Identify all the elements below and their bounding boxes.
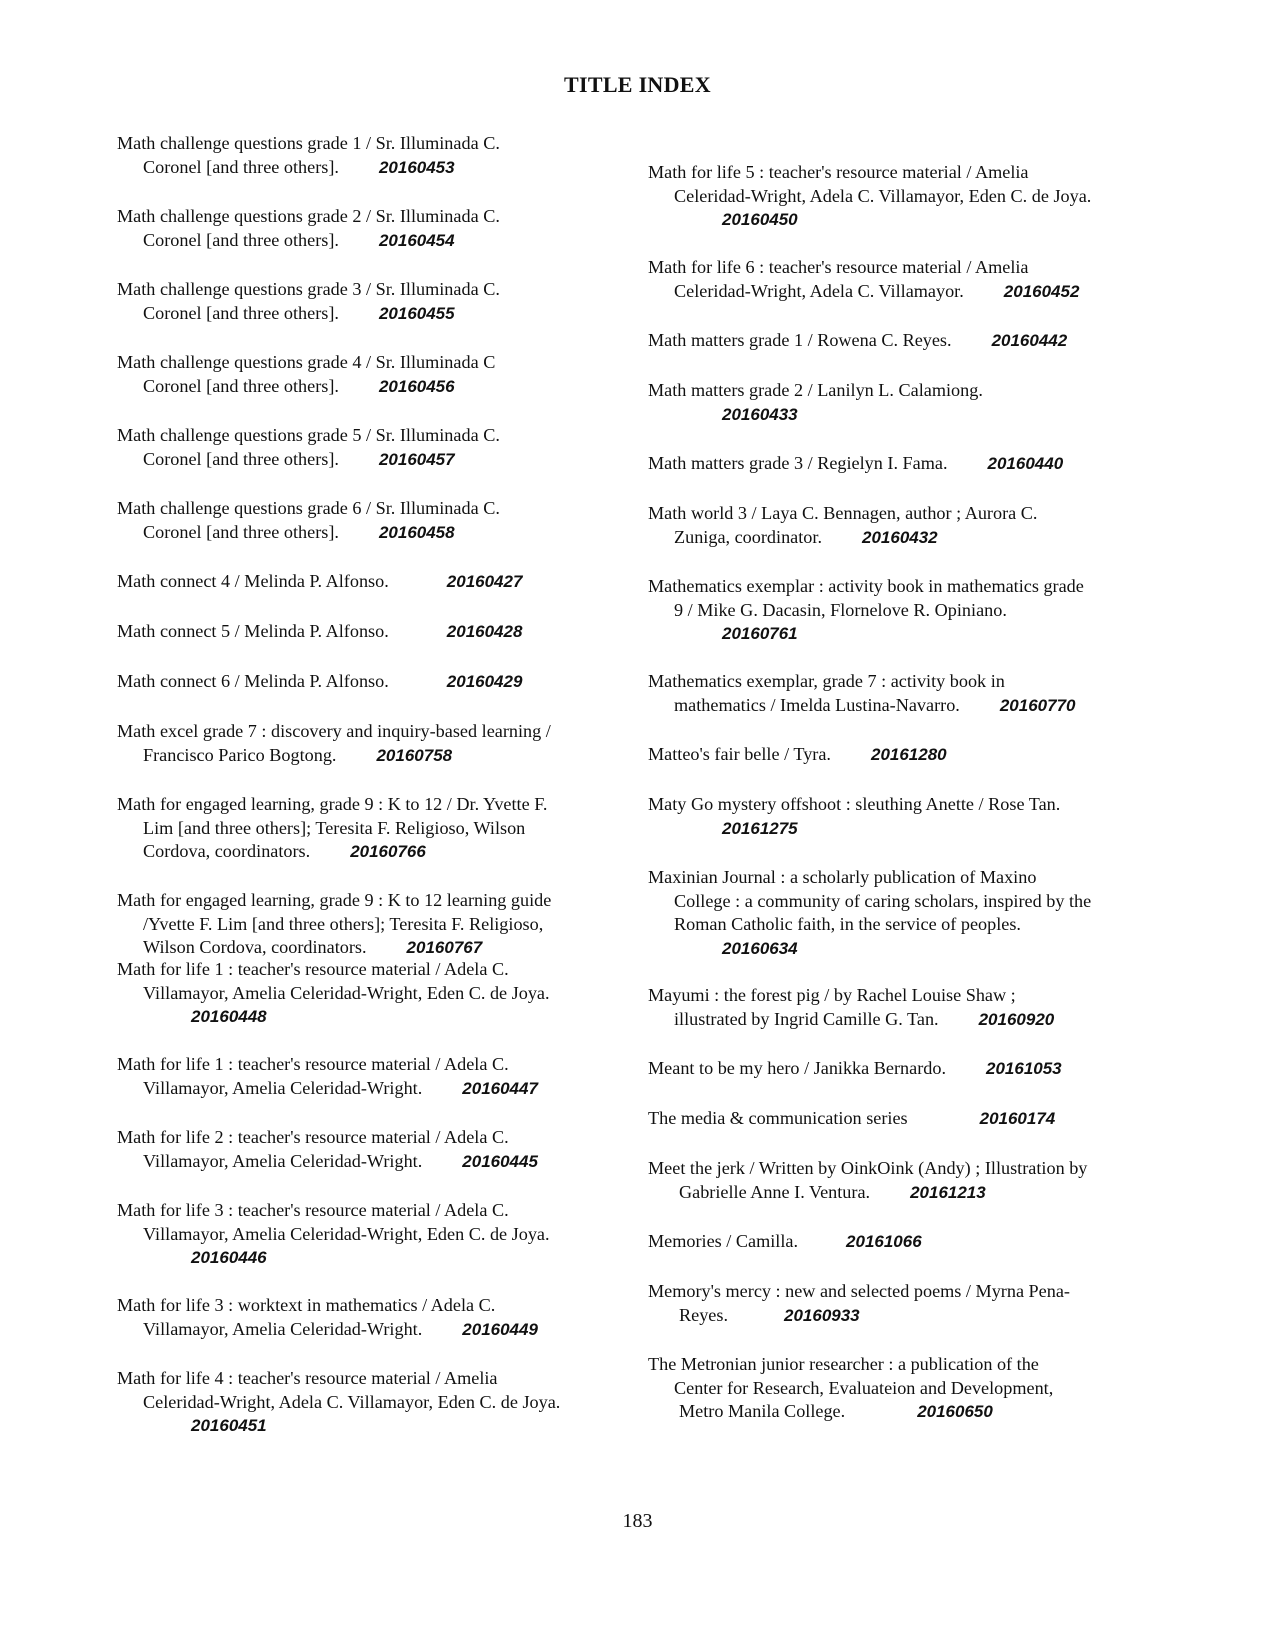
- index-entry: [648, 743, 1158, 767]
- accession-number: 20160458: [378, 522, 455, 542]
- accession-number: 20160448: [191, 1007, 267, 1026]
- index-entry: [117, 278, 617, 325]
- entry-title: Zuniga, coordinator.: [674, 526, 822, 547]
- index-entry: [648, 670, 1158, 717]
- entry-title: Coronel [and three others].: [143, 375, 339, 396]
- entry-title: Metro Manila College.: [679, 1401, 846, 1421]
- index-entry: [648, 329, 1158, 353]
- entry-title: Center for Research, Evaluateion and Development,: [674, 1377, 1054, 1398]
- index-entry: [117, 1199, 617, 1270]
- accession-number: 20160451: [191, 1416, 267, 1435]
- entry-title: Mathematics exemplar, grade 7 : activity book in: [648, 671, 1005, 691]
- entry-title: Math for life 3 : teacher's resource material / Adela C.: [117, 1200, 509, 1220]
- page-number: 183: [622, 1510, 653, 1532]
- index-entry: [648, 1057, 1158, 1081]
- entry-title: Reyes.: [679, 1304, 728, 1325]
- accession-number: 20160452: [1003, 281, 1080, 301]
- accession-number: 20160770: [999, 695, 1076, 715]
- index-entry: [648, 1230, 1158, 1254]
- index-entry: [117, 1294, 617, 1341]
- accession-number: 20160457: [378, 449, 455, 469]
- index-entry: [117, 424, 617, 471]
- entry-title: Celeridad-Wright, Adela C. Villamayor, Eden C. de Joya.: [674, 185, 1092, 206]
- index-entry: [648, 256, 1158, 303]
- index-entry: [648, 866, 1158, 960]
- index-entry: [648, 793, 1158, 840]
- entry-title: Coronel [and three others].: [143, 302, 339, 323]
- index-entry: [117, 670, 617, 694]
- entry-title: /Yvette F. Lim [and three others]; Teresita F. Religioso,: [143, 913, 544, 934]
- entry-title: Cordova, coordinators.: [143, 841, 311, 861]
- entry-title: Villamayor, Amelia Celeridad-Wright, Eden C. de Joya.: [143, 1223, 550, 1244]
- index-entry: [117, 720, 617, 767]
- accession-number: 20160440: [987, 454, 1064, 473]
- entry-title: Math challenge questions grade 2 / Sr. Illuminada C.: [117, 206, 500, 226]
- entry-title: Math matters grade 3 / Regielyn I. Fama.: [648, 453, 948, 473]
- entry-title: Celeridad-Wright, Adela C. Villamayor, Eden C. de Joya.: [143, 1391, 561, 1412]
- accession-number: 20161280: [870, 745, 947, 764]
- entry-title: Memories / Camilla.: [648, 1231, 799, 1251]
- index-entry: [117, 497, 617, 544]
- index-entry: [117, 1053, 617, 1100]
- entry-title: The Metronian junior researcher : a publication of the: [648, 1354, 1039, 1374]
- entry-title: Math for engaged learning, grade 9 : K to 12 learning guide: [117, 890, 552, 910]
- index-entry: [117, 793, 617, 864]
- index-entry: [648, 1353, 1158, 1424]
- index-entry: [117, 570, 617, 594]
- index-entry: [117, 620, 617, 644]
- entry-title: Villamayor, Amelia Celeridad-Wright.: [143, 1077, 423, 1098]
- entry-title: Math excel grade 7 : discovery and inquiry-based learning /: [117, 721, 551, 741]
- index-entry: [648, 1280, 1158, 1327]
- entry-title: Roman Catholic faith, in the service of peoples.: [674, 914, 1021, 934]
- entry-title: Gabrielle Anne I. Ventura.: [679, 1181, 871, 1202]
- accession-number: 20160446: [191, 1248, 267, 1267]
- index-entry: [648, 1157, 1158, 1204]
- entry-title: Coronel [and three others].: [143, 521, 339, 542]
- entry-title: Math world 3 / Laya C. Bennagen, author ; Aurora C.: [648, 503, 1038, 523]
- entry-title: Math connect 6 / Melinda P. Alfonso.: [117, 671, 389, 691]
- accession-number: 20160433: [722, 404, 798, 424]
- entry-title: Mayumi : the forest pig / by Rachel Louise Shaw ;: [648, 985, 1016, 1005]
- entry-title: Math for life 4 : teacher's resource material / Amelia: [117, 1368, 498, 1388]
- entry-title: Math for life 1 : teacher's resource material / Adela C.: [117, 1054, 509, 1074]
- accession-number: 20160758: [376, 745, 453, 765]
- accession-number: 20161066: [846, 1232, 922, 1251]
- index-entry: [117, 1367, 617, 1438]
- index-entry: [117, 205, 617, 252]
- entry-title: Matteo's fair belle / Tyra.: [648, 744, 831, 764]
- accession-number: 20161213: [910, 1182, 986, 1202]
- accession-number: 20160445: [462, 1151, 538, 1171]
- entry-title: Math for life 1 : teacher's resource material / Adela C.: [117, 959, 509, 979]
- entry-title: Meet the jerk / Written by OinkOink (Andy) ; Illustration by: [648, 1158, 1088, 1178]
- entry-title: Francisco Parico Bogtong.: [143, 744, 337, 765]
- index-entry: [117, 889, 617, 960]
- accession-number: 20160428: [446, 622, 523, 641]
- entry-title: College : a community of caring scholars, inspired by the: [674, 890, 1092, 911]
- entry-title: Math matters grade 1 / Rowena C. Reyes.: [648, 330, 952, 350]
- entry-title: Wilson Cordova, coordinators.: [143, 937, 367, 957]
- accession-number: 20160933: [784, 1305, 860, 1325]
- entry-title: Coronel [and three others].: [143, 448, 339, 469]
- entry-title: Math connect 5 / Melinda P. Alfonso.: [117, 621, 389, 641]
- entry-title: Math for engaged learning, grade 9 : K to 12 / Dr. Yvette F.: [117, 794, 548, 814]
- index-entry: [648, 502, 1158, 549]
- page-title: TITLE INDEX: [564, 72, 711, 97]
- accession-number: 20160455: [378, 303, 455, 323]
- accession-number: 20160174: [979, 1109, 1056, 1128]
- index-entry: [648, 452, 1158, 476]
- accession-number: 20160456: [378, 376, 455, 396]
- accession-number: 20160920: [978, 1009, 1055, 1029]
- accession-number: 20161275: [722, 818, 798, 838]
- accession-number: 20160449: [462, 1319, 538, 1339]
- accession-number: 20160429: [446, 672, 523, 691]
- entry-title: Math challenge questions grade 5 / Sr. Illuminada C.: [117, 425, 500, 445]
- index-entry: [648, 161, 1158, 232]
- entry-title: Math for life 6 : teacher's resource material / Amelia: [648, 257, 1029, 277]
- accession-number: 20160766: [350, 842, 426, 861]
- accession-number: 20160450: [722, 210, 798, 229]
- accession-number: 20160453: [378, 157, 455, 177]
- accession-number: 20160634: [722, 938, 798, 958]
- entry-title: Math challenge questions grade 3 / Sr. Illuminada C.: [117, 279, 500, 299]
- entry-title: Villamayor, Amelia Celeridad-Wright, Eden C. de Joya.: [143, 982, 550, 1003]
- accession-number: 20161053: [986, 1059, 1062, 1078]
- accession-number: 20160447: [462, 1078, 538, 1098]
- entry-title: Meant to be my hero / Janikka Bernardo.: [648, 1058, 946, 1078]
- accession-number: 20160767: [406, 938, 483, 957]
- accession-number: 20160650: [917, 1402, 993, 1421]
- entry-title: mathematics / Imelda Lustina-Navarro.: [674, 694, 960, 715]
- entry-title: Math matters grade 2 / Lanilyn L. Calamiong.: [648, 380, 983, 400]
- accession-number: 20160442: [991, 331, 1068, 350]
- entry-title: Memory's mercy : new and selected poems / Myrna Pena-: [648, 1281, 1070, 1301]
- accession-number: 20160432: [862, 527, 938, 547]
- entry-title: Celeridad-Wright, Adela C. Villamayor.: [674, 280, 964, 301]
- index-entry: [117, 351, 617, 398]
- entry-title: Villamayor, Amelia Celeridad-Wright.: [143, 1318, 423, 1339]
- entry-title: Math for life 2 : teacher's resource material / Adela C.: [117, 1127, 509, 1147]
- entry-title: Coronel [and three others].: [143, 229, 339, 250]
- entry-title: Maty Go mystery offshoot : sleuthing Anette / Rose Tan.: [648, 794, 1061, 814]
- entry-title: Lim [and three others]; Teresita F. Religioso, Wilson: [143, 817, 526, 838]
- index-entry: [117, 1126, 617, 1173]
- entry-title: Math challenge questions grade 6 / Sr. Illuminada C.: [117, 498, 500, 518]
- index-entry: [117, 958, 617, 1029]
- index-entry: [117, 132, 617, 179]
- entry-title: Math connect 4 / Melinda P. Alfonso.: [117, 571, 389, 591]
- entry-title: Math for life 3 : worktext in mathematics / Adela C.: [117, 1295, 496, 1315]
- entry-title: Math for life 5 : teacher's resource material / Amelia: [648, 162, 1029, 182]
- index-entry: [648, 379, 1158, 426]
- entry-title: Maxinian Journal : a scholarly publication of Maxino: [648, 867, 1037, 887]
- entry-title: The media & communication series: [648, 1108, 908, 1128]
- index-entry: [648, 575, 1158, 646]
- entry-title: Math challenge questions grade 1 / Sr. Illuminada C.: [117, 133, 500, 153]
- accession-number: 20160761: [722, 624, 798, 643]
- entry-title: 9 / Mike G. Dacasin, Flornelove R. Opiniano.: [674, 599, 1007, 620]
- entry-title: illustrated by Ingrid Camille G. Tan.: [674, 1008, 939, 1029]
- entry-title: Villamayor, Amelia Celeridad-Wright.: [143, 1150, 423, 1171]
- index-entry: [648, 984, 1158, 1031]
- accession-number: 20160454: [378, 230, 455, 250]
- entry-title: Math challenge questions grade 4 / Sr. Illuminada C: [117, 352, 496, 372]
- accession-number: 20160427: [446, 572, 523, 591]
- entry-title: Coronel [and three others].: [143, 156, 339, 177]
- entry-title: Mathematics exemplar : activity book in mathematics grade: [648, 576, 1084, 596]
- index-entry: [648, 1107, 1158, 1131]
